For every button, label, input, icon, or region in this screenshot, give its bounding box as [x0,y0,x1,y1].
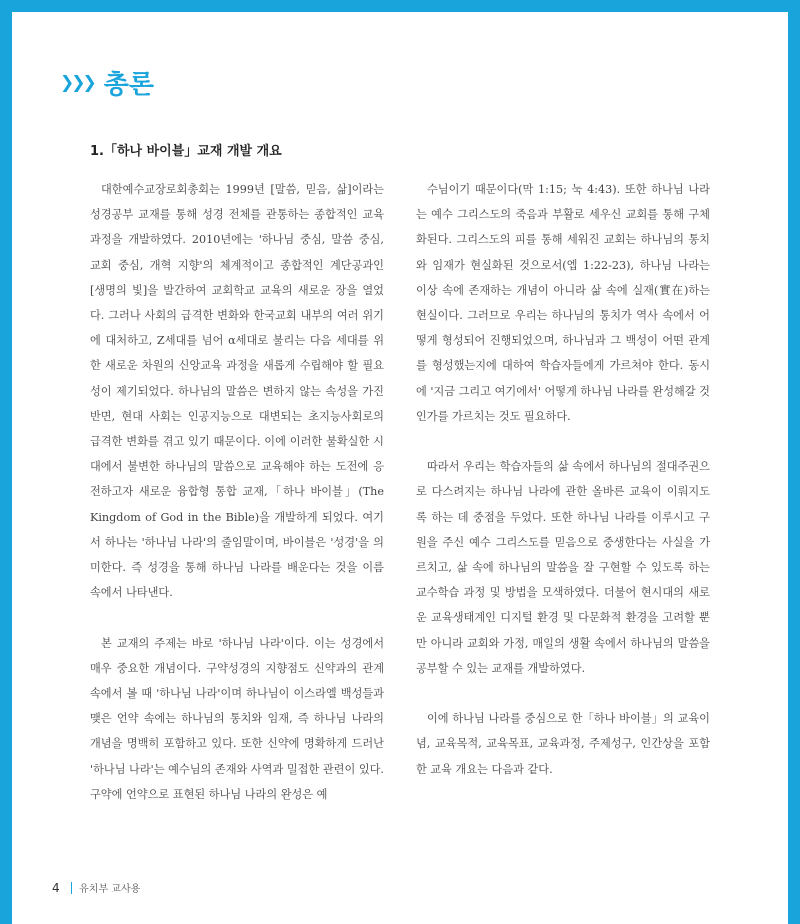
right-column [416,177,710,782]
footer-label: 유치부 교사용 [79,884,141,895]
footer-divider [71,882,73,894]
paragraph: 이에 하나님 나라를 중심으로 한「하나 바이블」의 교육이념, 교육목적, 교육목표, 교육과정, 주제성구, 인간상을 포함한 교육 개요는 다음과 같다. [416,712,710,776]
subheading: 1.「하나 바이블」교재 개발 개요 [90,144,282,159]
paragraph: 수님이기 때문이다(막 1:15; 눅 4:43). 또한 하나님 나라는 예수 그리스도의 죽음과 부활로 세우신 교회를 통해 구체화된다. 그리스도의 피를 통해 세워진 교회는 하나님의 통치와 임재가 현실화된 것으로서(엡 1:22-23), 하나님 나라는 이상 속에 존재하는 개념이 아니라 삶 속에 실재(實在)하는 현실이다. 그러므로 우리는 하나님의 통치가 역사 속에서 어떻게 형성되어 진행되었으며, 하나님과 그 백성이 어떤 관계를 형성했는지에 대하여 학습자들에게 가르쳐야 한다. 동시에 '지금 그리고 여기에서' 어떻게 하나님 나라를 완성해갈 것인가를 가르치는 것도 필요하다. [416,183,710,423]
left-column [90,177,384,807]
section-header [60,64,154,101]
top-border [0,0,800,12]
paragraph: 본 교재의 주제는 바로 '하나님 나라'이다. 이는 성경에서 매우 중요한 개념이다. 구약성경의 지향점도 신약과의 관계 속에서 볼 때 '하나님 나라'이며 하나님이 이스라엘 백성들과 맺은 언약 속에는 하나님의 통치와 임재, 즉 하나님 나라의 개념을 명백히 포함하고 있다. 또한 신약에 명확하게 드러난 '하나님 나라'는 예수님의 존재와 사역과 밀접한 관련이 있다. 구약에 언약으로 표현된 하나님 나라의 완성은 예 [90,636,384,801]
page-footer [52,880,140,895]
paragraph: 따라서 우리는 학습자들의 삶 속에서 하나님의 절대주권으로 다스려지는 하나님 나라에 관한 올바른 교육이 이뤄지도록 하는 데 중점을 두었다. 또한 하나님 나라를 이루시고 구원을 주신 예수 그리스도를 믿음으로 중생한다는 사실을 가르치고, 삶 속에 하나님의 말씀을 잘 구현할 수 있도록 하는 교수학습 과정 및 방법을 모색하였다. 더불어 현시대의 새로운 교육생태계인 디지털 환경 및 다문화적 환경을 고려할 뿐만 아니라 교회와 가정, 매일의 생활 속에서 하나님의 말씀을 공부할 수 있는 교재를 개발하였다. [416,460,710,675]
triple-chevron-right-icon: ❯❯❯ [60,72,94,93]
right-border [788,0,800,924]
left-border [0,0,12,924]
paragraph: 대한예수교장로회총회는 1999년 [말씀, 믿음, 삶]이라는 성경공부 교재를 통해 성경 전체를 관통하는 종합적인 교육과정을 개발하였다. 2010년에는 '하나님 중심, 말씀 중심, 교회 중심, 개혁 지향'의 체계적이고 종합적인 계단공과인 [생명의 빛]을 발간하여 교회학교 교육의 새로운 장을 열었다. 그러나 사회의 급격한 변화와 한국교회 내부의 여러 위기에 대처하고, Z세대를 넘어 α세대로 불리는 다음 세대를 위한 새로운 차원의 신앙교육 과정을 새롭게 수립해야 할 필요성이 제기되었다. 하나님의 말씀은 변하지 않는 속성을 가진 반면, 현대 사회는 인공지능으로 대변되는 초지능사회로의 급격한 변화를 겪고 있기 때문이다. 이에 이러한 불확실한 시대에서 불변한 하나님의 말씀으로 교육해야 하는 도전에 응전하고자 새로운 융합형 통합 교재,「하나 바이블」(The Kingdom of God in the Bible)을 개발하게 되었다. 여기서 하나는 '하나님 나라'의 줄임말이며, 바이블은 '성경'을 의미한다. 즉 성경을 통해 하나님 나라를 배운다는 것을 이름 속에서 나타낸다. [90,183,384,600]
section-title: 총론 [103,70,154,100]
page-number: 4 [52,880,60,895]
